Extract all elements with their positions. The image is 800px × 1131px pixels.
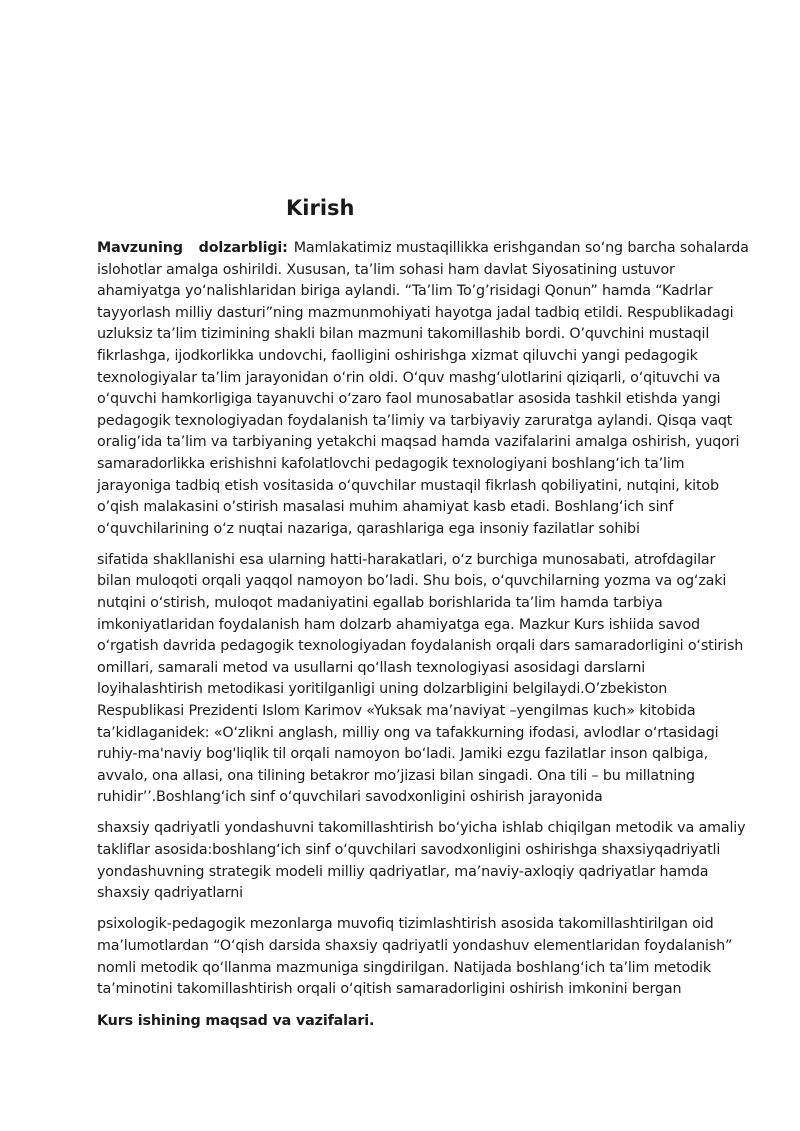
paragraph-continuation: [97, 550, 744, 809]
paragraph-line: o’qish malakasini o’stirish masalasi muhim ahamiyat kasb etadi. Boshlang‘ich sinf: [97, 499, 674, 516]
paragraph-criteria: [97, 914, 733, 1000]
paragraph-line: jarayoniga tadbiq etish vositasida o‘quvchilar mustaqil fikrlash qobiliyatini, nutqini, kitob: [97, 477, 719, 494]
paragraph-line: nomli metodik qo‘llanma mazmuniga singdirilgan. Natijada boshlang‘ich ta’lim metodik: [97, 959, 712, 976]
paragraph-line: nutqini o‘stirish, muloqot madaniyatini egallab borishlarida ta’lim hamda tarbiya: [97, 595, 663, 611]
paragraph-line: pedagogik texnologiyadan foydalanish ta’limiy va tarbiyaviy zaruratga aylandi. Qisqa vaqt: [97, 412, 733, 429]
paragraph-line: fikrlashga, ijodkorlikka undovchi, faolligini oshirishga xizmat qiluvchi yangi pedagogik: [97, 347, 698, 364]
paragraph-line: ta’minotini takomillashtirish orqali o‘qitish samaradorligini oshirish imkonini bergan: [97, 981, 682, 998]
paragraph-line: imkoniyatlaridan foydalanish ham dolzarb ahamiyatga ega. Mazkur Kurs ishiida savod: [97, 616, 700, 633]
paragraph-line: o‘quvchi hamkorligiga tayanuvchi o‘zaro faol munosabatlar asosida tashkil etishda yangi: [97, 391, 721, 408]
paragraph-line: uzluksiz ta’lim tizimining shakli bilan mazmuni takomillashib bordi. O’quvchini mustaqil: [97, 326, 710, 343]
paragraph-line: [97, 238, 749, 260]
paragraph-line: loyihalashtirish metodikasi yoritilganligi uning dolzarbligini belgilaydi.O’zbekiston: [97, 681, 668, 698]
paragraph-line: yondashuvning strategik modeli milliy qadriyatlar, ma’naviy-axloqiy qadriyatlar hamda: [97, 863, 709, 880]
paragraph-line: o‘rgatish davrida pedagogik texnologiyadan foydalanish orqali dars samaradorligini o‘stirish: [97, 638, 744, 655]
paragraph-line: ahamiyatga yo‘nalishlaridan biriga aylandi. “Ta’lim To’g’risidagi Qonun” hamda “Kadrlar: [97, 283, 713, 300]
paragraph-line: ta’kidlaganidek: «O‘zlikni anglash, milliy ong va tafakkurning ifodasi, avlodlar o‘rtasidagi: [97, 724, 719, 741]
paragraph-line: islohotlar amalga oshirildi. Xususan, ta’lim sohasi ham davlat Siyosatining ustuvor: [97, 261, 675, 278]
paragraph-line: oralig’ida ta’lim va tarbiyaning yetakchi maqsad hamda vazifalarini amalga oshirish, yuqori: [97, 434, 740, 451]
page-title: Kirish: [286, 196, 355, 220]
paragraph-line: shaxsiy qadriyatlarni: [97, 885, 243, 902]
paragraph-line: avvalo, ona allasi, ona tilining betakror mo’jizasi bilan singadi. Ona tili – bu millatning: [97, 767, 695, 784]
document-body: [97, 238, 749, 1032]
paragraph-line: sifatida shakllanishi esa ularning hatti-harakatlari, o‘z burchiga munosabati, atrofdagilar: [97, 551, 716, 568]
paragraph-line: Respublikasi Prezidenti Islom Karimov «Yuksak ma’naviyat –yengilmas kuch» kitobida: [97, 702, 696, 719]
paragraph-line: samaradorlikka erishishni kafolatlovchi pedagogik texnologiyani boshlang‘ich ta’lim: [97, 455, 685, 472]
paragraph-line: ruhidir’’.Boshlang‘ich sinf o‘quvchilari savodxonligini oshirish jarayonida: [97, 789, 603, 806]
relevance-lead-label: Mavzuning dolzarbligi:: [97, 240, 288, 256]
paragraph-line: bilan muloqoti orqali yaqqol namoyon bo’ladi. Shu bois, o‘quvchilarning yozma va og‘zaki: [97, 573, 727, 590]
paragraph-line: ma’lumotlardan “O‘qish darsida shaxsiy qadriyatli yondashuv elementlaridan foydalanish”: [97, 937, 733, 954]
paragraph-line: takliflar asosida:boshlang‘ich sinf o‘quvchilari savodxonligini oshirishga shaxsiyqadriyatli: [97, 842, 721, 859]
paragraph-relevance: [97, 238, 749, 540]
paragraph-proposals: [97, 818, 746, 904]
section-heading: Kurs ishining maqsad va vazifalari.: [97, 1012, 375, 1029]
paragraph-line: psixologik-pedagogik mezonlarga muvofiq tizimlashtirish asosida takomillashtirilgan oid: [97, 916, 714, 933]
paragraph-line-text: Mamlakatimiz mustaqillikka erishgandan so‘ng barcha sohalarda: [293, 240, 749, 256]
paragraph-line: o‘quvchilarining o‘z nuqtai nazariga, qarashlariga ega insoniy fazilatlar sohibi: [97, 520, 640, 537]
paragraph-line: tayyorlash milliy dasturi”ning mazmunmohiyati hayotga jadal tadbiq etildi. Respublikadagi: [97, 304, 734, 321]
paragraph-line: shaxsiy qadriyatli yondashuvni takomillashtirish bo‘yicha ishlab chiqilgan metodik va amaliy: [97, 820, 746, 837]
paragraph-line: ruhiy-ma'naviy bog'liqlik til orqali namoyon bo‘ladi. Jamiki ezgu fazilatlar inson qalbiga,: [97, 746, 709, 763]
paragraph-line: texnologiyalar ta’lim jarayonidan o‘rin oldi. O‘quv mashg‘ulotlarini qiziqarli, o‘qituvchi va: [97, 369, 721, 386]
paragraph-line: omillari, samarali metod va usullarni qo‘llash texnologiyasi asosidagi darslarni: [97, 659, 646, 676]
